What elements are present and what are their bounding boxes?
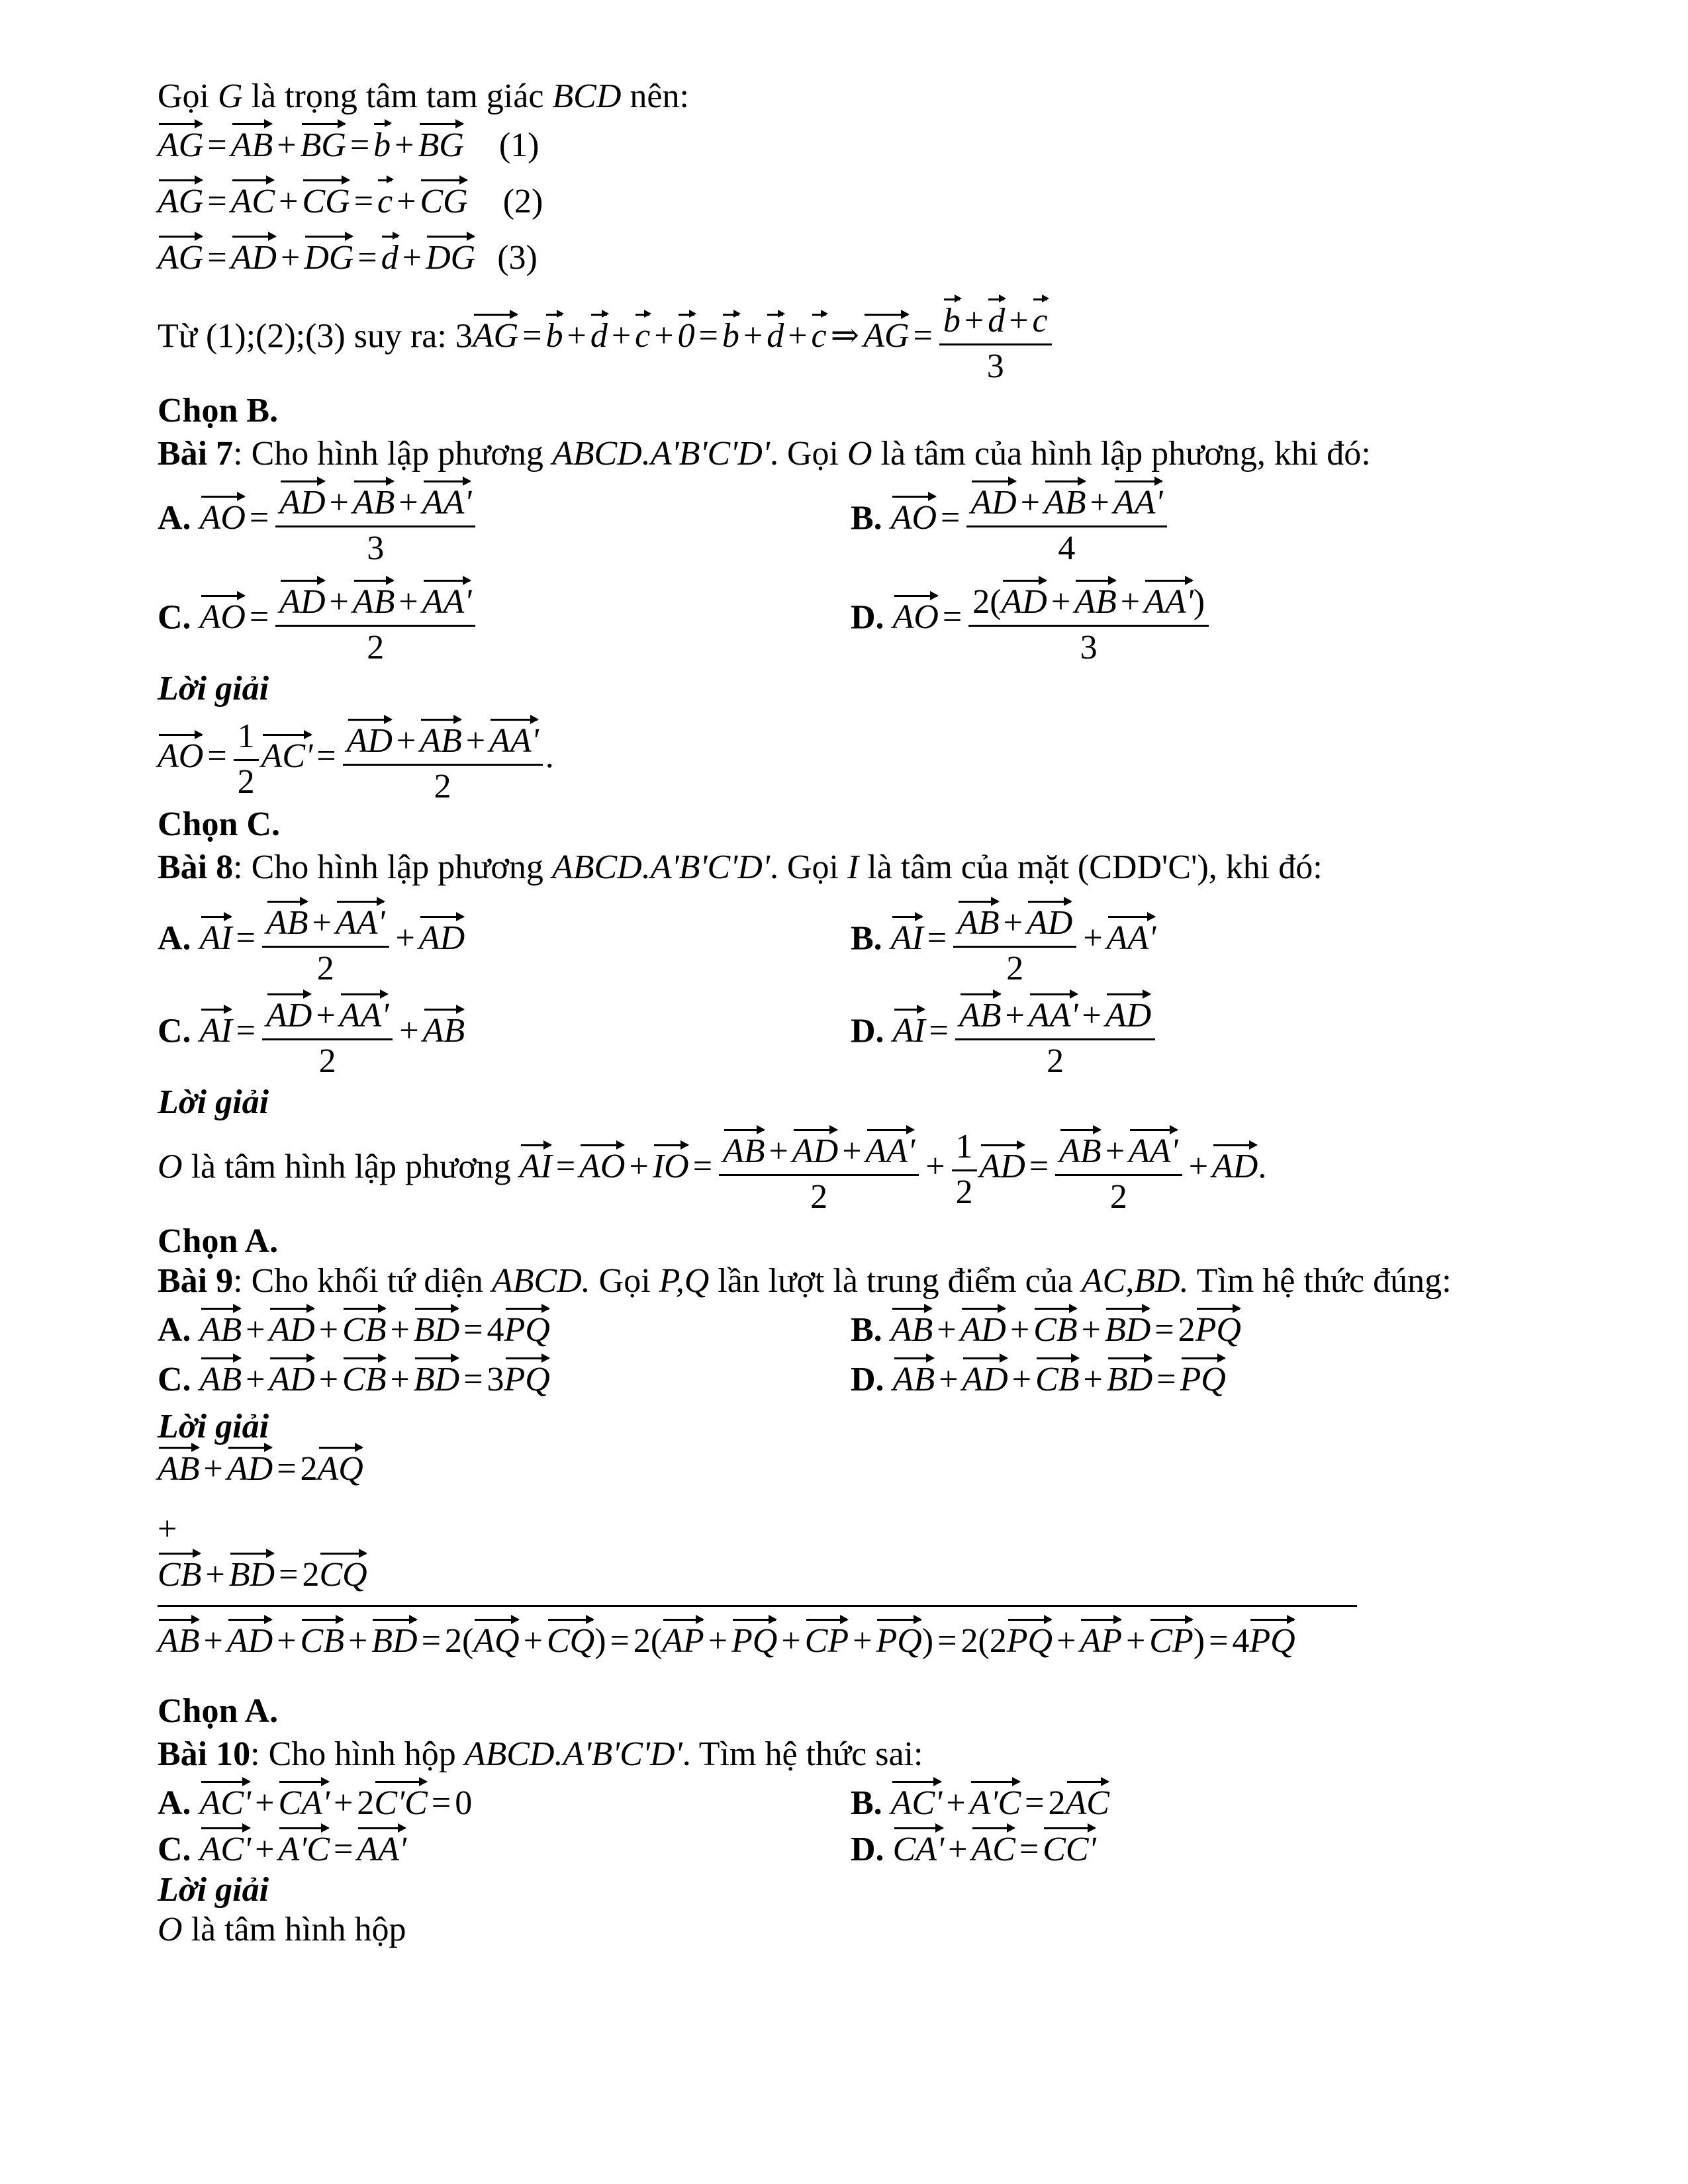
intro-eq3: AG = AD + DG = d + DG (3) <box>158 232 538 275</box>
bai9-solution-plus: + <box>158 1510 177 1548</box>
intro-eq2: AG = AC + CG = c + CG (2) <box>158 175 543 219</box>
bai8-option-b[interactable]: B. AI = $\frac{AB + AD}{2}$ + AA' <box>851 897 1156 986</box>
bai7-solution: AO = $\frac{1}{2}$ AC' = $\frac{AD + AB + AA'}{2}$ . <box>158 715 554 804</box>
bai8-option-a[interactable]: A. AI = $\frac{AB + AA'}{2}$ + AD <box>158 897 465 986</box>
bai9-option-d[interactable]: D. AB + AD + CB + BD = PQ <box>851 1353 1226 1397</box>
bai10-question: Bài 10: Cho hình hộp ABCD.A'B'C'D'. Tìm hệ thức sai: <box>158 1735 923 1773</box>
bai8-option-c[interactable]: C. AI = $\frac{AD + AA'}{2}$ + AB <box>158 989 465 1079</box>
bai7-option-d[interactable]: D. AO = $\frac{2(AD + AB + AA')}{3}$ <box>851 576 1211 665</box>
intro-line: Gọi G là trọng tâm tam giác BCD nên: <box>158 77 689 115</box>
bai8-solution: O là tâm hình lập phương AI = AO + IO = $\frac{AB + AD + AA'}{2}$ + $\frac{1}{2}$ AD = $\frac{AB + AA'}{2}$ + AD. <box>158 1125 1266 1214</box>
bai8-option-d[interactable]: D. AI = $\frac{AB + AA' + AD}{2}$ <box>851 989 1158 1079</box>
bai7-option-a[interactable]: A. AO = $\frac{AD + AB + AA'}{3}$ <box>158 477 478 566</box>
bai10-solution: O là tâm hình hộp <box>158 1911 406 1948</box>
bai9-option-a[interactable]: A. AB + AD + CB + BD = 4PQ <box>158 1304 550 1347</box>
sum-rule <box>158 1605 1357 1607</box>
bai7-question: Bài 7: Cho hình lập phương ABCD.A'B'C'D'. Gọi O là tâm của hình lập phương, khi đó: <box>158 435 1371 473</box>
intro-conclude: Từ (1);(2);(3) suy ra: 3AG = b + d + c + 0 = b + d + c ⇒ AG = $\frac{b + d + c}{3}$ <box>158 295 1055 384</box>
bai10-option-a[interactable]: A. AC' + CA' + 2C'C = 0 <box>158 1777 472 1821</box>
bai10-solution-title: Lời giải <box>158 1871 269 1909</box>
bai9-solution-step1: AB + AD = 2AQ <box>158 1443 363 1486</box>
bai9-choice: Chọn A. <box>158 1692 279 1730</box>
bai8-solution-title: Lời giải <box>158 1083 269 1121</box>
bai7-option-c[interactable]: C. AO = $\frac{AD + AB + AA'}{2}$ <box>158 576 478 665</box>
bai9-solution-step2: CB + BD = 2CQ <box>158 1549 367 1592</box>
bai10-option-d[interactable]: D. CA' + AC = CC' <box>851 1823 1096 1867</box>
bai9-option-b[interactable]: B. AB + AD + CB + BD = 2PQ <box>851 1304 1241 1347</box>
bai10-option-c[interactable]: C. AC' + A'C = AA' <box>158 1823 406 1867</box>
bai9-solution-title: Lời giải <box>158 1408 269 1445</box>
bai9-solution-step3: AB + AD + CB + BD = 2(AQ + CQ) = 2(AP + PQ + CP + PQ) = 2(2PQ + AP + CP) = 4PQ <box>158 1615 1295 1659</box>
bai8-question: Bài 8: Cho hình lập phương ABCD.A'B'C'D'. Gọi I là tâm của mặt (CDD'C'), khi đó: <box>158 848 1323 886</box>
bai7-choice: Chọn C. <box>158 805 280 843</box>
bai9-question: Bài 9: Cho khối tứ diện ABCD. Gọi P,Q lần lượt là trung điểm của AC,BD. Tìm hệ thức đúng: <box>158 1262 1452 1300</box>
bai7-option-b[interactable]: B. AO = $\frac{AD + AB + AA'}{4}$ <box>851 477 1170 566</box>
bai10-option-b[interactable]: B. AC' + A'C = 2AC <box>851 1777 1109 1821</box>
bai8-choice: Chọn A. <box>158 1222 279 1260</box>
bai7-solution-title: Lời giải <box>158 670 269 707</box>
intro-choice: Chọn B. <box>158 392 279 430</box>
intro-eq1: AG = AB + BG = b + BG (1) <box>158 119 539 163</box>
bai9-option-c[interactable]: C. AB + AD + CB + BD = 3PQ <box>158 1353 550 1397</box>
